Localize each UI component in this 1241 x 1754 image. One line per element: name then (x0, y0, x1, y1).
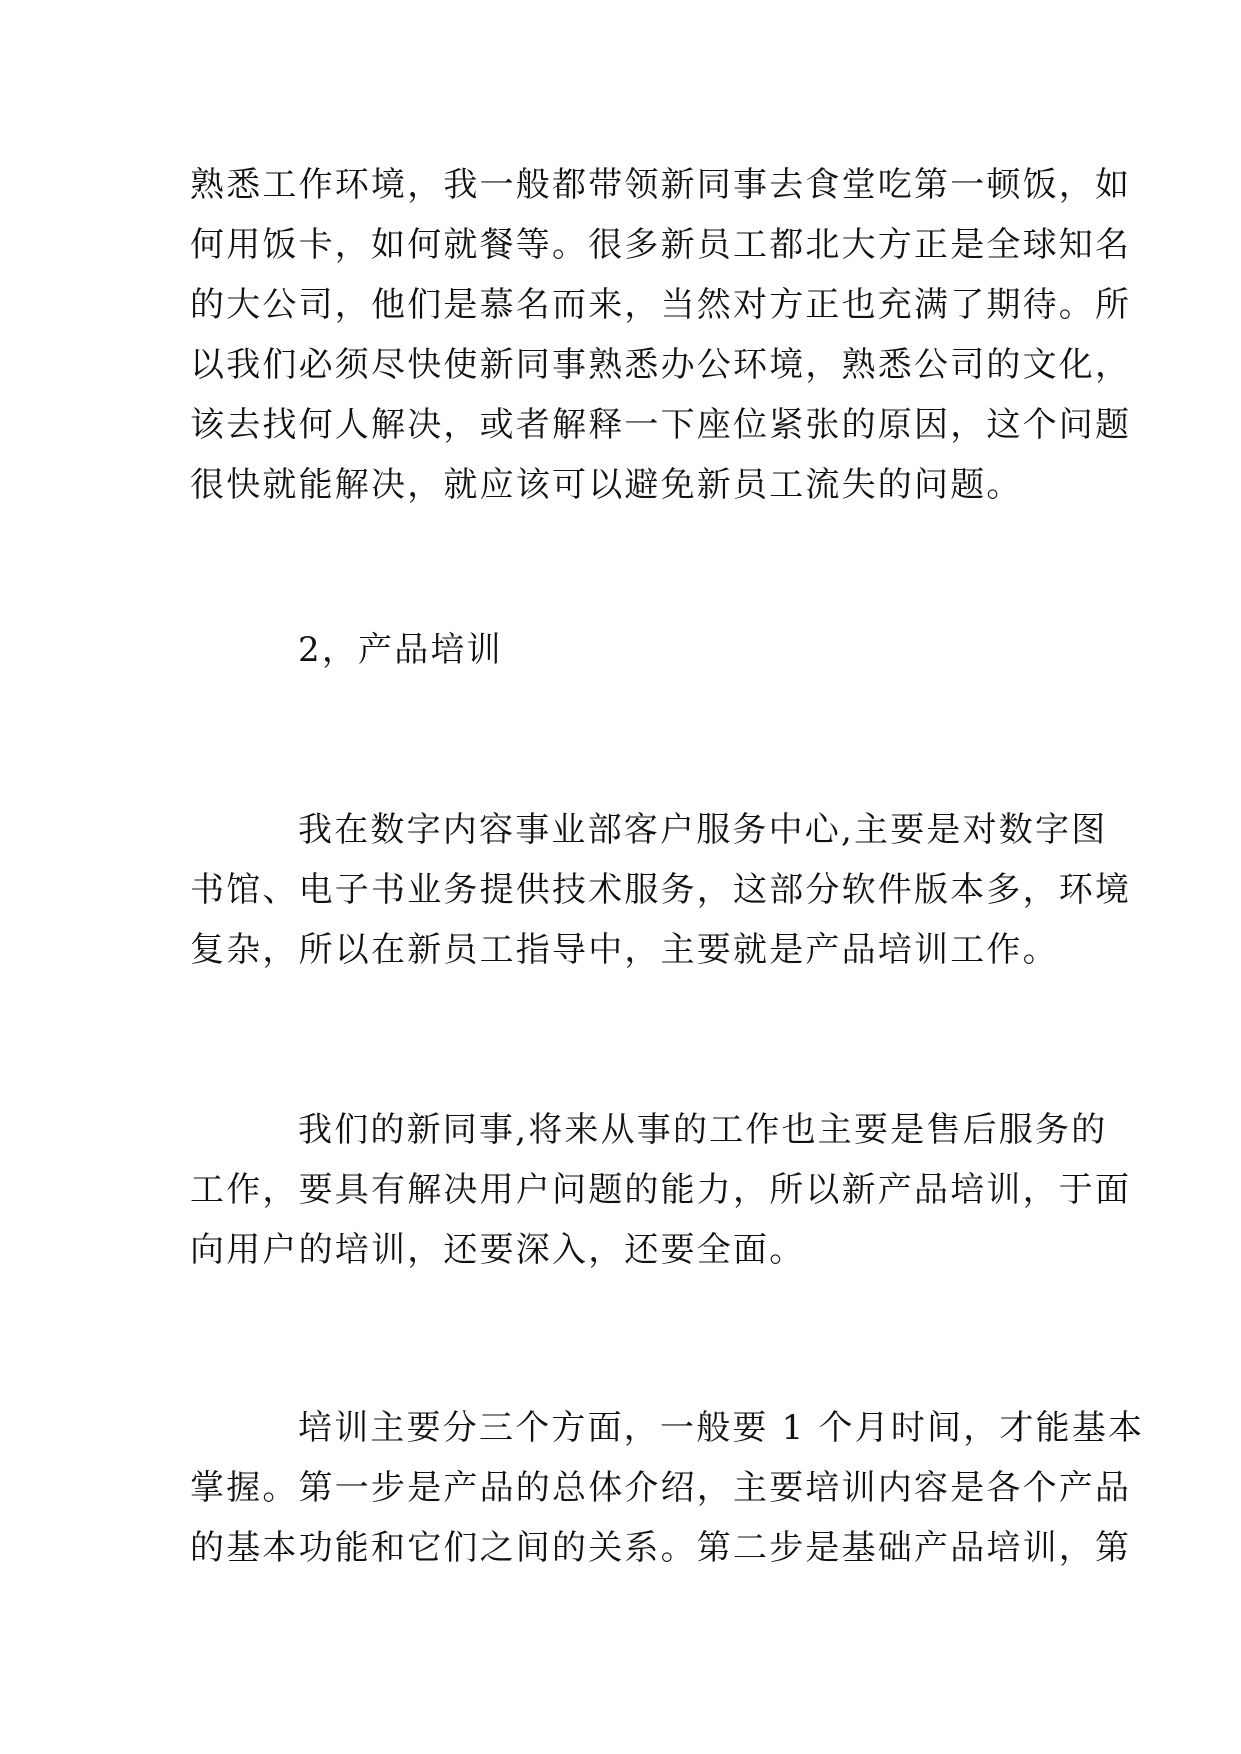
paragraph-4-line-1: 培训主要分三个方面，一般要 1 个月时间，才能基本 (298, 1408, 1145, 1448)
paragraph-1-line-4: 以我们必须尽快使新同事熟悉办公环境，熟悉公司的文化， (190, 345, 1132, 385)
paragraph-3-line-1: 我们的新同事,将来从事的工作也主要是售后服务的 (298, 1110, 1108, 1150)
section-heading: 2，产品培训 (298, 630, 503, 670)
paragraph-1-line-2: 何用饭卡，如何就餐等。很多新员工都北大方正是全球知名 (190, 225, 1132, 265)
paragraph-3-line-2: 工作，要具有解决用户问题的能力，所以新产品培训，于面 (190, 1170, 1132, 1210)
paragraph-1-line-3: 的大公司，他们是慕名而来，当然对方正也充满了期待。所 (190, 285, 1132, 325)
paragraph-1-line-1: 熟悉工作环境，我一般都带领新同事去食堂吃第一顿饭，如 (190, 165, 1132, 205)
paragraph-2-line-1: 我在数字内容事业部客户服务中心,主要是对数字图 (298, 810, 1108, 850)
paragraph-4-line-2: 掌握。第一步是产品的总体介绍，主要培训内容是各个产品 (190, 1468, 1132, 1508)
paragraph-3-line-3: 向用户的培训，还要深入，还要全面。 (190, 1230, 806, 1270)
paragraph-2-line-3: 复杂，所以在新员工指导中，主要就是产品培训工作。 (190, 930, 1059, 970)
paragraph-1-line-5: 该去找何人解决，或者解释一下座位紧张的原因，这个问题 (190, 405, 1132, 445)
paragraph-4-line-3: 的基本功能和它们之间的关系。第二步是基础产品培训，第 (190, 1528, 1132, 1568)
paragraph-1-line-6: 很快就能解决，就应该可以避免新员工流失的问题。 (190, 465, 1023, 505)
paragraph-2-line-2: 书馆、电子书业务提供技术服务，这部分软件版本多，环境 (190, 870, 1132, 910)
